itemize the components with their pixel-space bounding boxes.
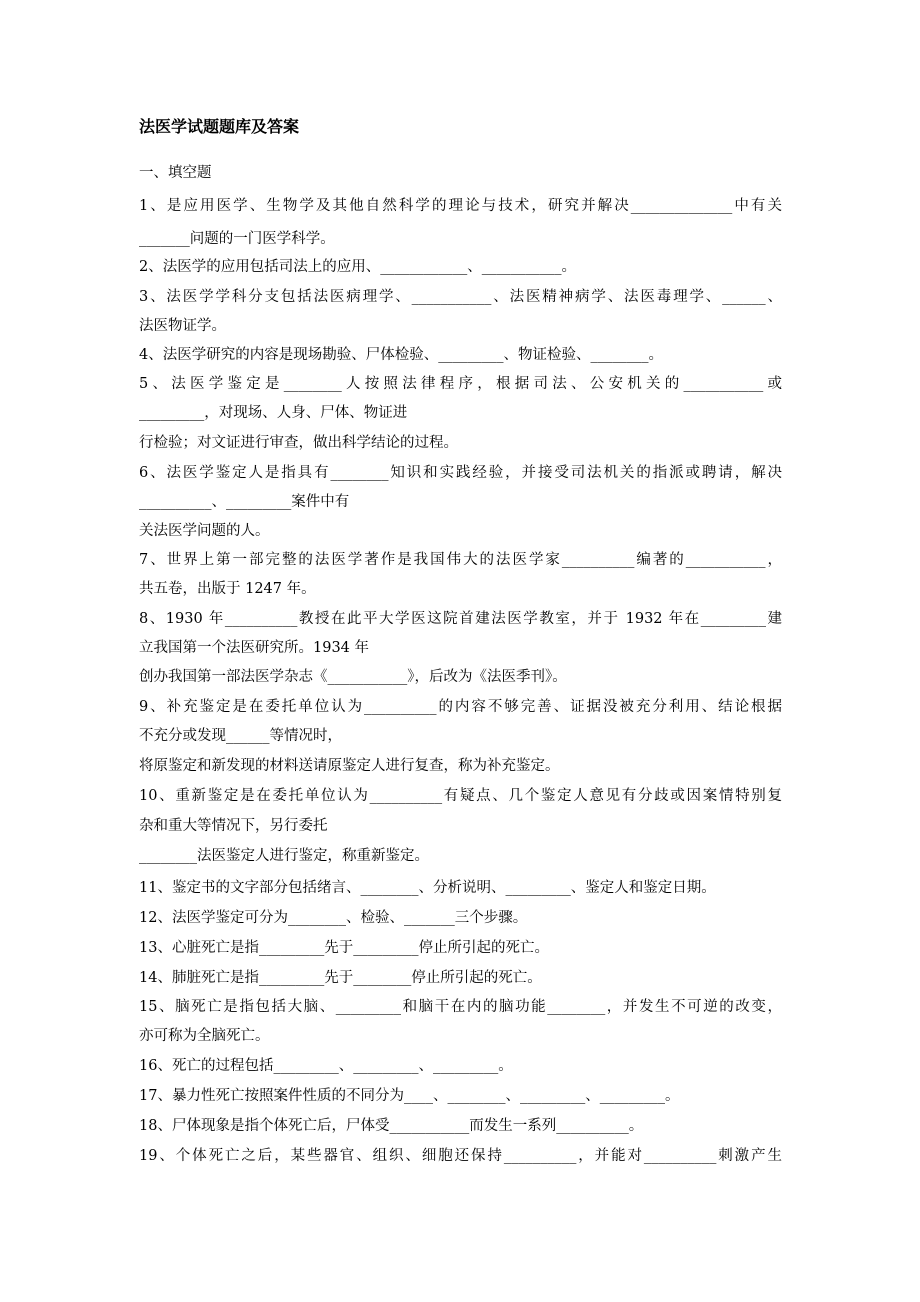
- question-line: 将原鉴定和新发现的材料送请原鉴定人进行复查，称为补充鉴定。: [139, 758, 560, 774]
- question-line: ________法医鉴定人进行鉴定，称重新鉴定。: [139, 848, 429, 864]
- question-line: 关法医学问题的人。: [139, 523, 270, 539]
- question-line: 共五卷，出版于 1247 年。: [139, 581, 316, 597]
- section-heading: 一、填空题: [139, 165, 212, 181]
- question-line: 11、鉴定书的文字部分包括绪言、________、分析说明、_________、鉴定人和鉴定日期。: [139, 880, 716, 896]
- question-line: 2、法医学的应用包括司法上的应用、____________、___________。: [139, 259, 576, 275]
- question-line: 9、补充鉴定是在委托单位认为__________的内容不够完善、证据没被充分利用、结论根据: [139, 699, 782, 715]
- question-line: 3、法医学学科分支包括法医病理学、___________、法医精神病学、法医毒理学、______、: [139, 289, 782, 305]
- question-line: _______问题的一门医学科学。: [139, 231, 335, 247]
- question-line: 6、法医学鉴定人是指具有________知识和实践经验，并接受司法机关的指派或聘请，解决: [139, 465, 782, 481]
- question-line: 18、尸体现象是指个体死亡后，尸体受___________而发生一系列__________。: [139, 1118, 644, 1134]
- question-line: 创办我国第一部法医学杂志《___________》，后改为《法医季刊》。: [139, 669, 567, 685]
- question-line: 杂和重大等情况下，另行委托: [139, 818, 328, 834]
- question-line: 16、死亡的过程包括_________、_________、_________。: [139, 1058, 513, 1074]
- question-line: 17、暴力性死亡按照案件性质的不同分为____、________、_________、_________。: [139, 1088, 680, 1104]
- question-line: 12、法医学鉴定可分为________、检验、_______三个步骤。: [139, 910, 528, 926]
- question-line: 15、脑死亡是指包括大脑、_________和脑干在内的脑功能________，并发生不可逆的改变，: [139, 999, 782, 1015]
- question-line: 亦可称为全脑死亡。: [139, 1028, 270, 1044]
- question-line: 13、心脏死亡是指_________先于_________停止所引起的死亡。: [139, 940, 549, 956]
- question-line: 不充分或发现______等情况时，: [139, 728, 342, 744]
- question-line: 法医物证学。: [139, 318, 226, 334]
- question-line: 7、世界上第一部完整的法医学著作是我国伟大的法医学家__________编著的___________，: [139, 552, 782, 568]
- question-line: 4、法医学研究的内容是现场勘验、尸体检验、_________、物证检验、________。: [139, 347, 663, 363]
- question-line: 8、1930 年__________教授在此平大学医这院首建法医学教室，并于 1932 年在_________建: [139, 611, 782, 627]
- question-line: 立我国第一个法医研究所。1934 年: [139, 640, 370, 656]
- question-line: _________，对现场、人身、尸体、物证进: [139, 405, 408, 421]
- question-line: 1、是应用医学、生物学及其他自然科学的理论与技术，研究并解决______________中有关: [139, 198, 782, 214]
- question-line: 19、个体死亡之后，某些器官、组织、细胞还保持__________，并能对__________刺激产生: [139, 1148, 782, 1164]
- question-line: 5、法医学鉴定是________人按照法律程序，根据司法、公安机关的___________或: [139, 376, 782, 392]
- question-line: 14、肺脏死亡是指_________先于________停止所引起的死亡。: [139, 970, 542, 986]
- question-line: 行检验；对文证进行审查，做出科学结论的过程。: [139, 435, 458, 451]
- question-line: 10、重新鉴定是在委托单位认为__________有疑点、几个鉴定人意见有分歧或因案情特别复: [139, 788, 782, 804]
- question-line: __________、_________案件中有: [139, 494, 350, 510]
- document-title: 法医学试题题库及答案: [139, 117, 300, 136]
